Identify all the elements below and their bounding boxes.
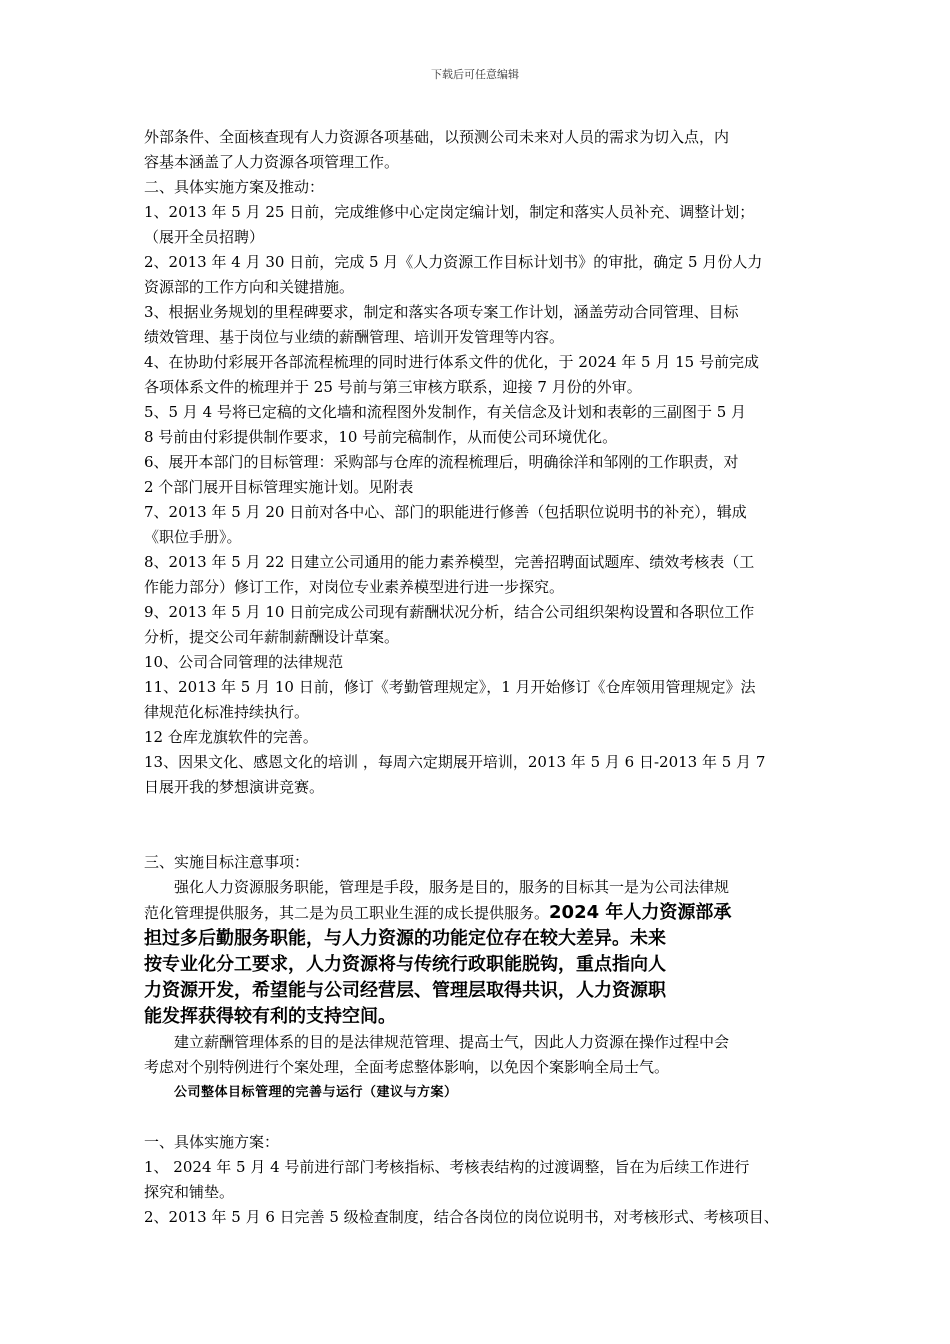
section-heading: 三、实施目标注意事项： [144,853,310,871]
emphasis-line: 力资源开发，希望能与公司经营层、管理层取得共识，人力资源职 [144,980,666,1001]
list-item: 5、5 月 4 号将已定稿的文化墙和流程图外发制作，有关信念及计划和表彰的三副图于 5 月 [144,403,747,421]
list-item: 13、因果文化、感恩文化的培训 ，每周六定期展开培训，2013 年 5 月 6 日-2013 年 5 月 7 [144,753,766,771]
section-heading: 二、具体实施方案及推动： [144,178,325,196]
intro-line: 容基本涵盖了人力资源各项管理工作。 [144,153,400,171]
list-item: 10、公司合同管理的法律规范 [144,653,344,671]
list-item-cont: 2 个部门展开目标管理实施计划。见附表 [144,478,414,496]
spacer [144,800,810,850]
intro-line: 外部条件、全面核查现有人力资源各项基础，以预测公司未来对人员的需求为切入点，内 [144,128,730,146]
paragraph-line: 考虑对个别特例进行个案处理，全面考虑整体影响，以免因个案影响全局士气。 [144,1058,670,1076]
list-item: 3、根据业务规划的里程碑要求，制定和落实各项专案工作计划，涵盖劳动合同管理、目标 [144,303,739,321]
list-item-cont: 绩效管理、基于岗位与业绩的薪酬管理、培训开发管理等内容。 [144,328,565,346]
paragraph-line: 强化人力资源服务职能，管理是手段，服务是目的，服务的目标其一是为公司法律规 [174,878,730,896]
list-item-cont: 律规范化标准持续执行。 [144,703,310,721]
list-item: 6、展开本部门的目标管理：采购部与仓库的流程梳理后，明确徐洋和邹刚的工作职责，对 [144,453,739,471]
list-item-cont: 8 号前由付彩提供制作要求，10 号前完稿制作，从而使公司环境优化。 [144,428,618,446]
list-item-cont: 各项体系文件的梳理并于 25 号前与第三审核方联系，迎接 7 月份的外审。 [144,378,642,396]
list-item: 11、2013 年 5 月 10 日前，修订《考勤管理规定》，1 月开始修订《仓库领用管理规定》法 [144,678,756,696]
list-item: 1、 2024 年 5 月 4 号前进行部门考核指标、考核表结构的过渡调整，旨在为后续工作进行 [144,1158,750,1176]
paragraph-text: 范化管理提供服务，其二是为员工职业生涯的成长提供服务。 [144,904,550,922]
list-item: 7、2013 年 5 月 20 日前对各中心、部门的职能进行修善（包括职位说明书的补充），辑成 [144,503,747,521]
list-item-cont: （展开全员招聘） [144,228,265,246]
list-item-cont: 日展开我的梦想演讲竞赛。 [144,778,325,796]
list-item-cont: 资源部的工作方向和关键措施。 [144,278,355,296]
emphasis-line: 能发挥获得较有利的支持空间。 [144,1006,396,1027]
list-item: 9、2013 年 5 月 10 日前完成公司现有薪酬状况分析，结合公司组织架构设置和各职位工作 [144,603,755,621]
list-item: 12 仓库龙旗软件的完善。 [144,728,318,746]
list-item-cont: 分析，提交公司年薪制薪酬设计草案。 [144,628,400,646]
page-header: 下载后可任意编辑 [431,68,519,81]
emphasis-line: 担过多后勤服务职能，与人力资源的功能定位存在较大差异。未来 [144,928,666,949]
list-item: 2、2013 年 5 月 6 日完善 5 级检查制度，结合各岗位的岗位说明书，对考核形式、考核项目、 [144,1208,779,1226]
list-item: 2、2013 年 4 月 30 日前，完成 5 月《人力资源工作目标计划书》的审批，确定 5 月份人力 [144,253,763,271]
list-item-cont: 探究和铺垫。 [144,1183,235,1201]
list-item-cont: 作能力部分）修订工作，对岗位专业素养模型进行进一步探究。 [144,578,565,596]
spacer [144,1105,810,1130]
list-item: 8、2013 年 5 月 22 日建立公司通用的能力素养模型，完善招聘面试题库、绩效考核表（工 [144,553,755,571]
emphasis-line: 按专业化分工要求，人力资源将与传统行政职能脱钩，重点指向人 [144,954,666,975]
list-item: 1、2013 年 5 月 25 日前，完成维修中心定岗定编计划，制定和落实人员补充、调整计划； [144,203,755,221]
section-heading: 一、具体实施方案： [144,1133,280,1151]
list-item: 4、在协助付彩展开各部流程梳理的同时进行体系文件的优化，于 2024 年 5 月 15 号前完成 [144,353,759,371]
emphasis-text: 2024 年人力资源部承 [549,902,732,923]
list-item-cont: 《职位手册》。 [144,528,242,546]
document-body [144,125,810,1230]
paragraph-line: 建立薪酬管理体系的目的是法律规范管理、提高士气，因此人力资源在操作过程中会 [174,1033,730,1051]
section-title: 公司整体目标管理的完善与运行（建议与方案） [174,1085,458,1100]
paragraph-line [144,900,810,926]
